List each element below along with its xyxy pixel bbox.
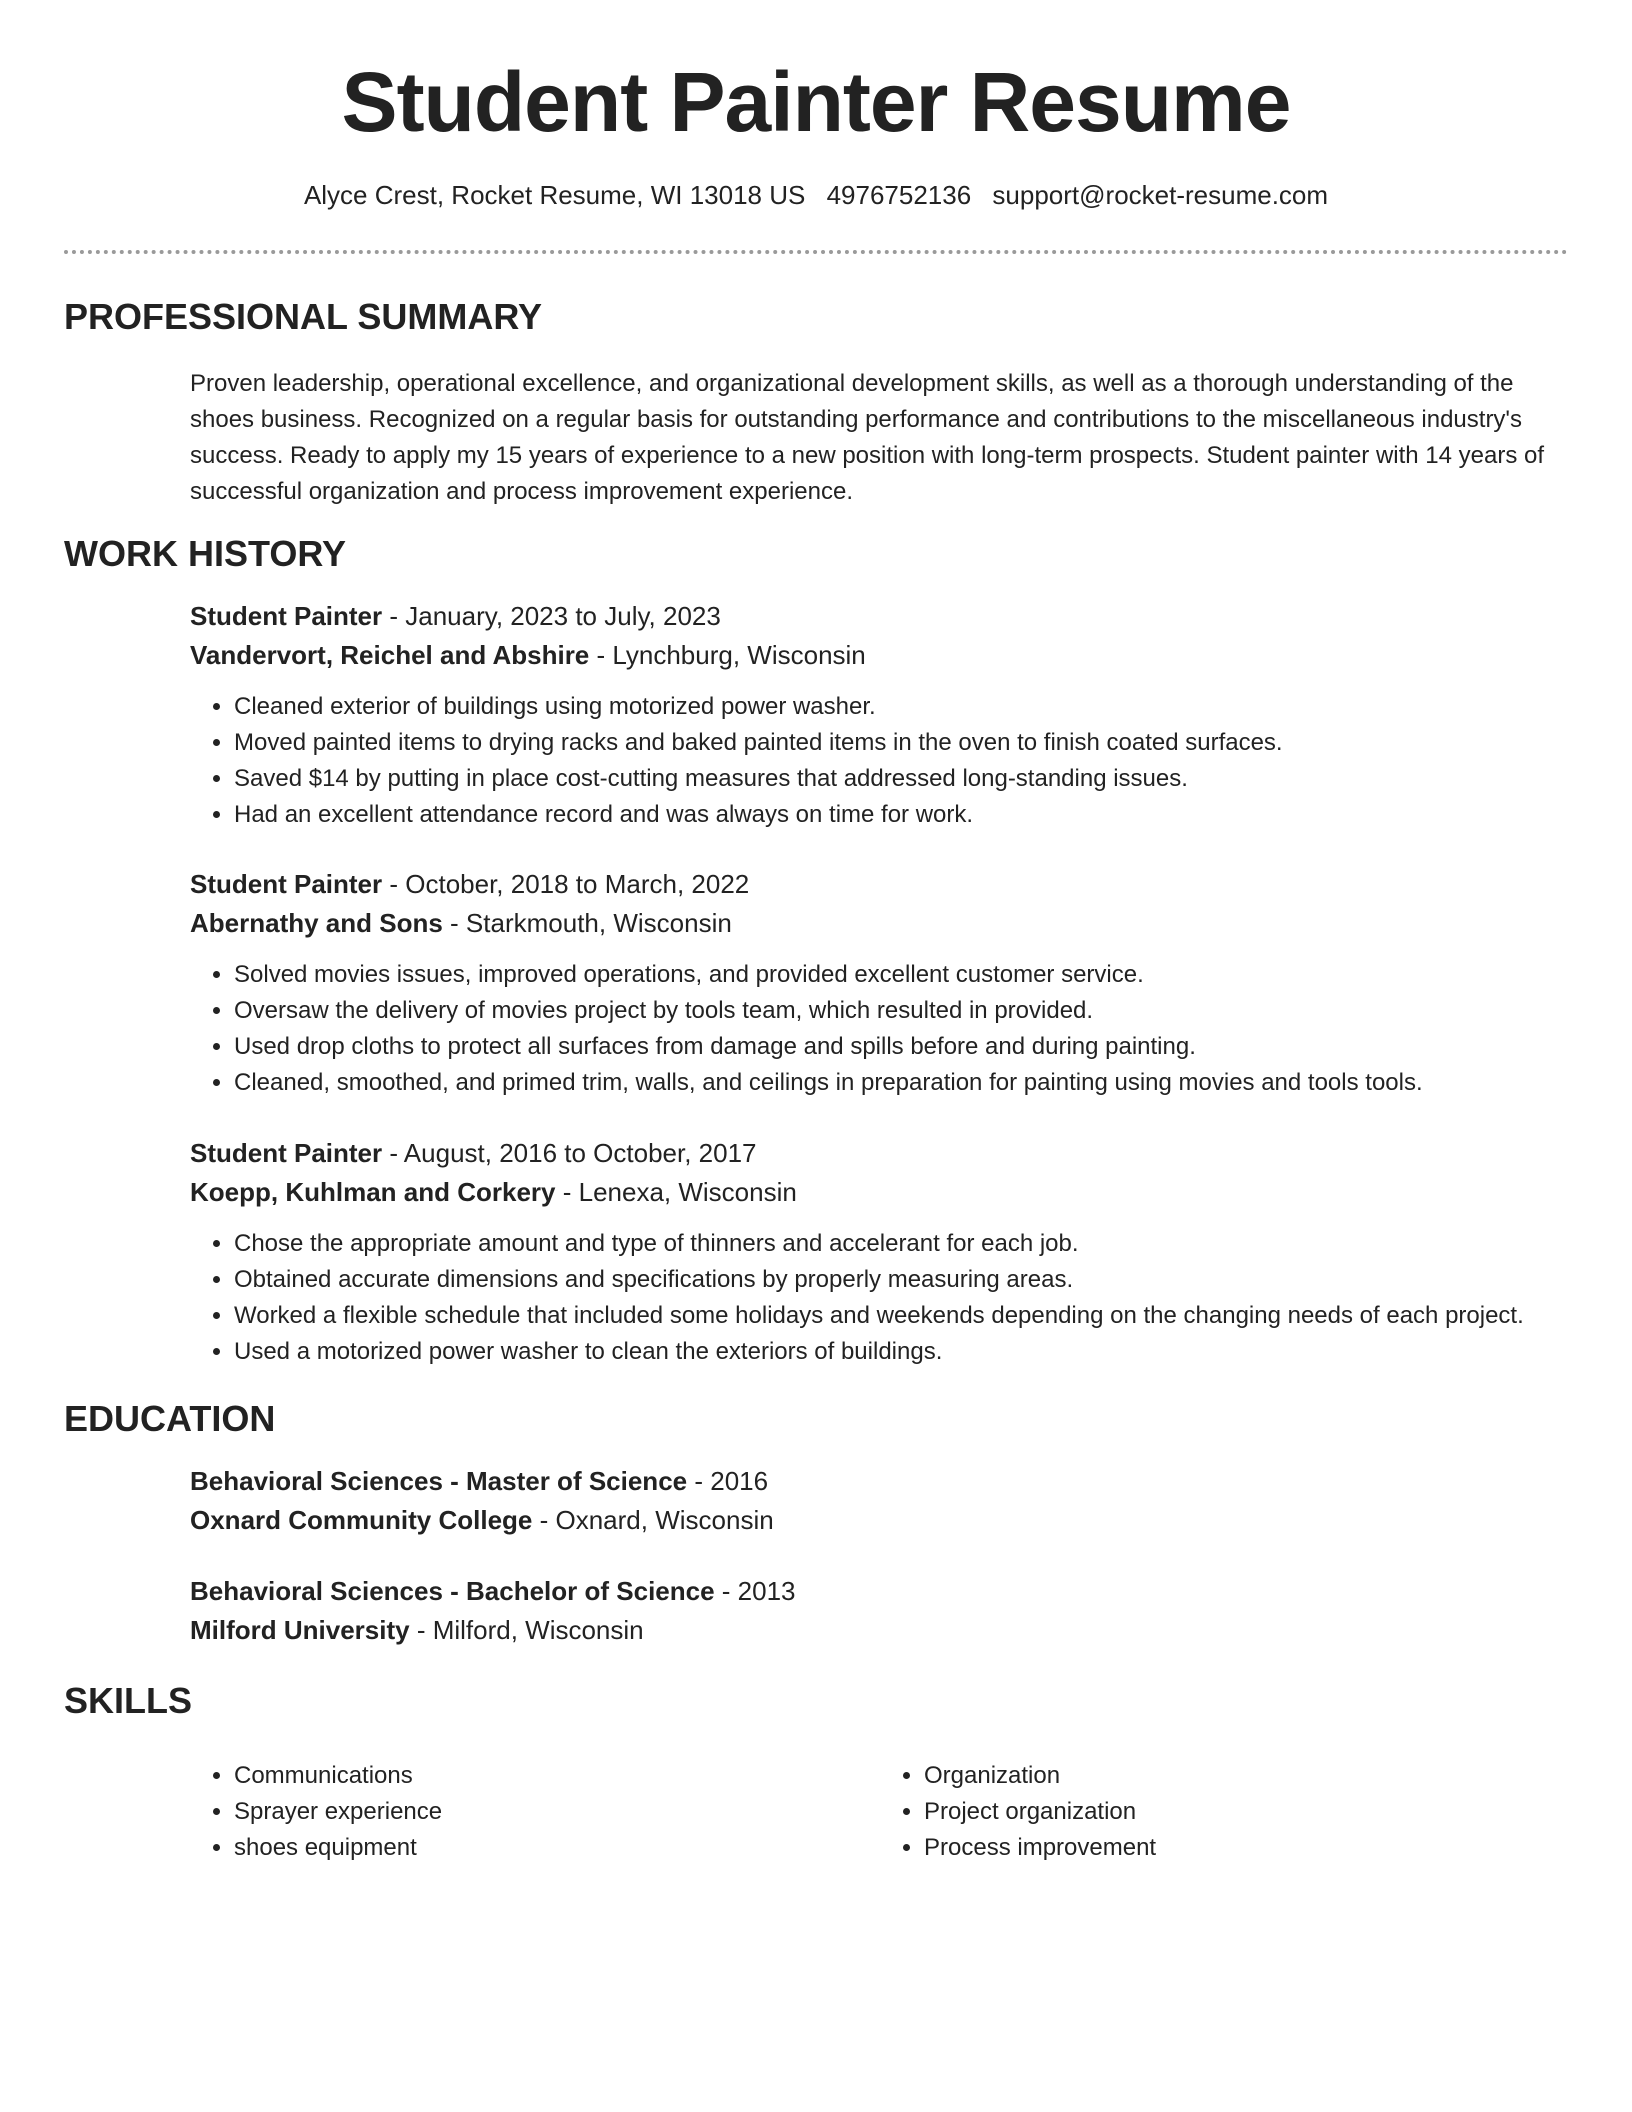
list-item: • Chose the appropriate amount and type of thinners and accelerant for each job. <box>234 1226 1580 1262</box>
education-school: Milford University <box>190 1615 410 1645</box>
list-item: • Sprayer experience <box>234 1794 880 1830</box>
list-item: • Used drop cloths to protect all surfaces from damage and spills before and during painting. <box>234 1029 1580 1065</box>
skills-list <box>190 1758 1570 1866</box>
summary-text: Proven leadership, operational excellence, and organizational development skills, as well as a thorough understanding of the shoes business. Recognized on a regular basis for outstanding performance and contributions to the miscellaneous industry's success. Ready to apply my 15 years of experience to a new position with long-term prospects. Student painter with 14 years of successful organization and process improvement experience. <box>190 370 1545 505</box>
education-entry <box>190 1572 1580 1650</box>
contact-phone: 4976752136 <box>826 180 972 210</box>
job-dates: - August, 2016 to October, 2017 <box>382 1138 757 1168</box>
education-entry <box>190 1462 1580 1540</box>
education-header <box>190 1572 1580 1611</box>
job-dates: - January, 2023 to July, 2023 <box>382 601 721 631</box>
skills-column-left <box>190 1758 880 1866</box>
education-school-line <box>190 1501 1580 1540</box>
job-duties <box>190 1226 1580 1370</box>
job-header <box>190 865 1580 904</box>
education-location: - Milford, Wisconsin <box>409 1615 644 1645</box>
resume-title: Student Painter Resume <box>341 55 1291 149</box>
education-year: - 2016 <box>687 1466 769 1496</box>
education-degree: Behavioral Sciences - Bachelor of Science <box>190 1576 715 1606</box>
list-item: • Worked a flexible schedule that included some holidays and weekends depending on the changing needs of each project. <box>234 1298 1580 1334</box>
job-company: Vandervort, Reichel and Abshire <box>190 640 590 670</box>
list-item: • Project organization <box>924 1794 1570 1830</box>
education-school: Oxnard Community College <box>190 1505 533 1535</box>
list-item: • Obtained accurate dimensions and specifications by properly measuring areas. <box>234 1262 1580 1298</box>
header-divider <box>64 250 1568 254</box>
skills-column-right <box>880 1758 1570 1866</box>
job-location: - Starkmouth, Wisconsin <box>442 908 732 938</box>
contact-info <box>64 180 1568 211</box>
education-degree: Behavioral Sciences - Master of Science <box>190 1466 688 1496</box>
job-employer <box>190 904 1580 943</box>
list-item: • Solved movies issues, improved operations, and provided excellent customer service. <box>234 957 1580 993</box>
job-location: - Lynchburg, Wisconsin <box>589 640 866 670</box>
job-company: Abernathy and Sons <box>190 908 443 938</box>
job-employer <box>190 1173 1580 1212</box>
list-item: • shoes equipment <box>234 1830 880 1866</box>
job-dates: - October, 2018 to March, 2022 <box>382 869 750 899</box>
list-item: • Had an excellent attendance record and was always on time for work. <box>234 797 1580 833</box>
job-location: - Lenexa, Wisconsin <box>555 1177 797 1207</box>
education-school-line <box>190 1611 1580 1650</box>
job-role: Student Painter <box>190 869 383 899</box>
job-company: Koepp, Kuhlman and Corkery <box>190 1177 556 1207</box>
section-title-skills: SKILLS <box>64 1680 193 1721</box>
section-title-summary: PROFESSIONAL SUMMARY <box>64 296 543 337</box>
section-title-education: EDUCATION <box>64 1398 276 1439</box>
job-role: Student Painter <box>190 1138 383 1168</box>
list-item: • Communications <box>234 1758 880 1794</box>
job-header <box>190 1134 1580 1173</box>
list-item: • Moved painted items to drying racks and baked painted items in the oven to finish coated surfaces. <box>234 725 1580 761</box>
job-employer <box>190 636 1580 675</box>
education-year: - 2013 <box>714 1576 796 1606</box>
job-entry <box>190 865 1580 1101</box>
list-item: • Used a motorized power washer to clean the exteriors of buildings. <box>234 1334 1580 1370</box>
section-title-work-history: WORK HISTORY <box>64 533 347 574</box>
education-location: - Oxnard, Wisconsin <box>532 1505 774 1535</box>
job-entry <box>190 1134 1580 1370</box>
education-header <box>190 1462 1580 1501</box>
job-entry <box>190 597 1580 833</box>
job-duties <box>190 957 1580 1101</box>
list-item: • Saved $14 by putting in place cost-cutting measures that addressed long-standing issues. <box>234 761 1580 797</box>
job-role: Student Painter <box>190 601 383 631</box>
list-item: • Oversaw the delivery of movies project by tools team, which resulted in provided. <box>234 993 1580 1029</box>
contact-address: Alyce Crest, Rocket Resume, WI 13018 US <box>303 180 806 210</box>
job-header <box>190 597 1580 636</box>
job-duties <box>190 689 1580 833</box>
list-item: • Organization <box>924 1758 1570 1794</box>
list-item: • Process improvement <box>924 1830 1570 1866</box>
list-item: • Cleaned exterior of buildings using motorized power washer. <box>234 689 1580 725</box>
contact-email: support@rocket-resume.com <box>992 180 1329 210</box>
list-item: • Cleaned, smoothed, and primed trim, walls, and ceilings in preparation for painting using movies and tools tools. <box>234 1065 1580 1101</box>
